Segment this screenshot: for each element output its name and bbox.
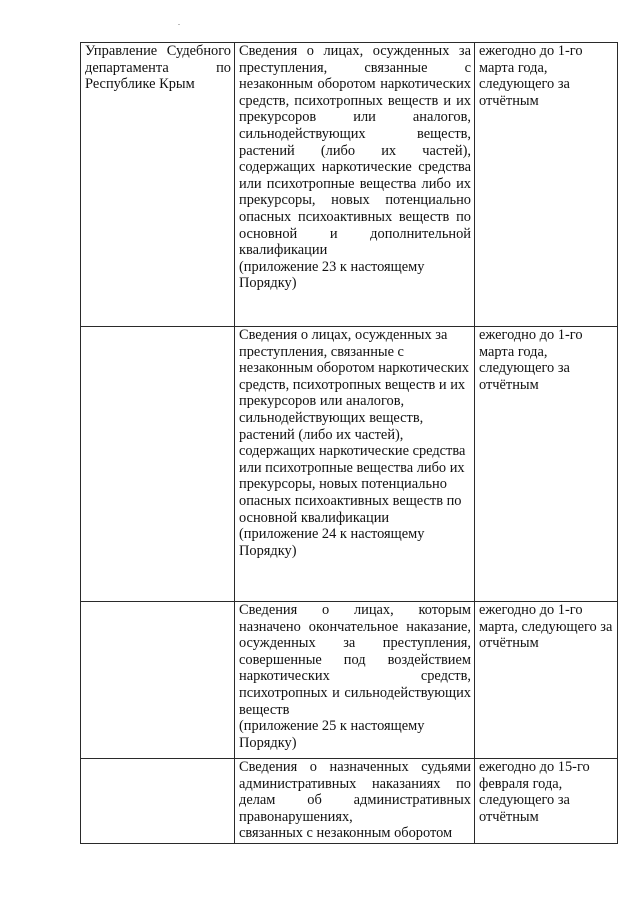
deadline-text: ежегодно до 1-го марта года, следующего за отчётным — [479, 43, 583, 109]
organ-cell — [81, 43, 235, 327]
scan-speck — [178, 24, 180, 25]
info-text: Сведения о назначенных судьями административных наказаниях по делам об административных правонарушениях, — [239, 759, 471, 825]
deadline-text: ежегодно до 15-го февраля года, следующего за отчётным — [479, 759, 590, 825]
deadline-cell — [475, 327, 618, 602]
deadline-cell — [475, 602, 618, 759]
table-row — [81, 602, 618, 759]
organ-cell — [81, 327, 235, 602]
info-cell — [235, 602, 475, 759]
appendix-reference: (приложение 23 к настоящему Порядку) — [239, 258, 425, 292]
deadline-cell — [475, 43, 618, 327]
deadline-text: ежегодно до 1-го марта года, следующего за отчётным — [479, 327, 583, 393]
deadline-cell — [475, 759, 618, 844]
info-continuation: связанных с незаконным оборотом — [239, 825, 453, 842]
deadline-text: ежегодно до 1-го марта, следующего за отчётным — [479, 602, 613, 652]
table-row — [81, 43, 618, 327]
organ-cell — [81, 759, 235, 844]
info-text: Сведения о лицах, которым назначено окончательное наказание, осужденных за преступления, совершенные под воздействием наркотических средств, психотропных и сильнодействующих веществ — [239, 602, 471, 718]
reporting-table — [80, 42, 618, 844]
info-text: Сведения о лицах, осужденных за преступления, связанные с незаконным оборотом наркотических средств, психотропных веществ и их прекурсоров или аналогов, сильнодействующих веществ, растений (либо их частей), содержащих наркотические средства или психотропные вещества либо их прекурсоры, новых потенциально опасных психоактивных веществ по основной и дополнительной квалификации — [239, 43, 471, 259]
organ-cell — [81, 602, 235, 759]
table-row — [81, 327, 618, 602]
info-cell — [235, 327, 475, 602]
appendix-reference: (приложение 24 к настоящему Порядку) — [239, 526, 425, 559]
info-text: Сведения о лицах, осужденных за преступления, связанные с незаконным оборотом наркотических средств, психотропных веществ и их прекурсоров или аналогов, сильнодействующих веществ, растений (либо их частей), содержащих наркотические средства или психотропные вещества либо их прекурсоры, новых потенциально опасных психоактивных веществ по основной квалификации — [239, 327, 470, 526]
appendix-reference: (приложение 25 к настоящему Порядку) — [239, 718, 425, 751]
organ-text: Управление Судебного департамента по Республике Крым — [85, 43, 231, 93]
table-row — [81, 759, 618, 844]
info-cell — [235, 759, 475, 844]
info-cell — [235, 43, 475, 327]
